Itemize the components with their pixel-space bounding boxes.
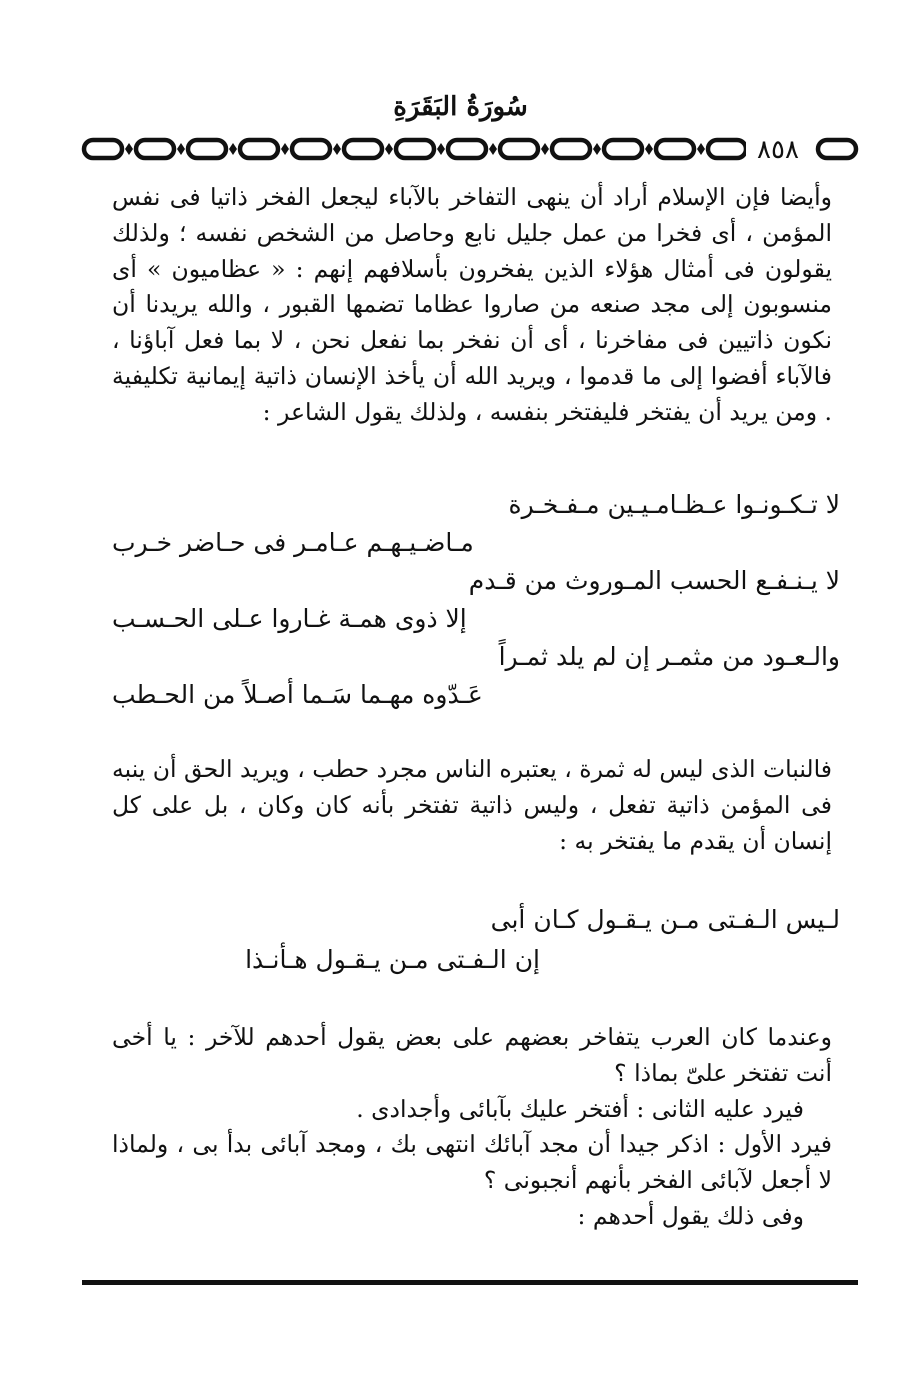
- poem-1: [112, 490, 840, 722]
- poem-1-line-4: إلا ذوى همـة غـاروا عـلى الحـسـب: [112, 604, 467, 633]
- paragraph-2: فالنبات الذى ليس له ثمرة ، يعتبره الناس مجرد حطب ، ويريد الحق أن ينبه فى المؤمن ذاتية تفعل ، وليس ذاتية تفتخر بأنه كان وكان ، بل على كل إنسان أن يقدم ما يفتخر به :: [112, 755, 832, 855]
- paragraph-3: [112, 1020, 832, 1235]
- poem-1-line-6: عَـدّوه مهـما سَـما أصـلاً من الحـطب: [112, 680, 483, 709]
- bottom-rule: [82, 1280, 858, 1285]
- poem-2-line-2: إن الـفـتى مـن يـقـول هـأنـذا: [245, 945, 540, 974]
- paragraph-3-line-2: فيرد عليه الثانى : أفتخر عليك بآبائى وأجدادى .: [356, 1094, 804, 1123]
- poem-1-line-3: لا يـنـفـع الحسب المـوروث من قـدم: [468, 566, 840, 595]
- paragraph-3-line-4: وفى ذلك يقول أحدهم :: [577, 1201, 804, 1230]
- poem-2-line-1: لـيس الـفـتى مـن يـقـول كـان أبى: [490, 905, 840, 934]
- ornamental-border: [78, 132, 862, 168]
- poem-1-line-1: لا تـكـونـوا عـظـامـيـين مـفـخـرة: [508, 490, 840, 519]
- page-number: ٨٥٨: [746, 135, 810, 165]
- poem-1-line-5: والـعـود من مثمـر إن لم يلد ثمـراً: [498, 642, 840, 671]
- paragraph-3-line-3: فيرد الأول : اذكر جيدا أن مجد آبائك انتهى بك ، ومجد آبائى بدأ بى ، ولماذا لا أجعل لآبائى الفخر بأنهم أنجبونى ؟: [112, 1130, 832, 1195]
- poem-1-line-2: مـاضـيـهـم عـامـر فى حـاضر خـرب: [112, 528, 474, 557]
- paragraph-1: وأيضا فإن الإسلام أراد أن ينهى التفاخر بالآباء ليجعل الفخر ذاتيا فى نفس المؤمن ، أى فخرا من عمل جليل نابع وحاصل من الشخص نفسه ؛ ولذلك يقولون فى أمثال هؤلاء الذين يفخرون بأسلافهم إنهم : « عظاميون » أى منسوبون إلى مجد صنعه من صاروا عظاما تضمها القبور ، والله يريدنا أن نكون ذاتيين فى مفاخرنا ، أى أن نفخر بما نفعل نحن ، لا بما فعل آباؤنا ، فالآباء أفضوا إلى ما قدموا ، ويريد الله أن يأخذ الإنسان ذاتية إيمانية تكليفية . ومن يريد أن يفتخر فليفتخر بنفسه ، ولذلك يقول الشاعر :: [112, 183, 832, 426]
- paragraph-3-line-1: وعندما كان العرب يتفاخر بعضهم على بعض يقول أحدهم للآخر : يا أخى أنت تفتخر علىّ بماذا ؟: [112, 1023, 832, 1087]
- poem-2: [112, 905, 840, 985]
- surah-title: سُورَةُ البَقَرَةِ: [393, 92, 528, 122]
